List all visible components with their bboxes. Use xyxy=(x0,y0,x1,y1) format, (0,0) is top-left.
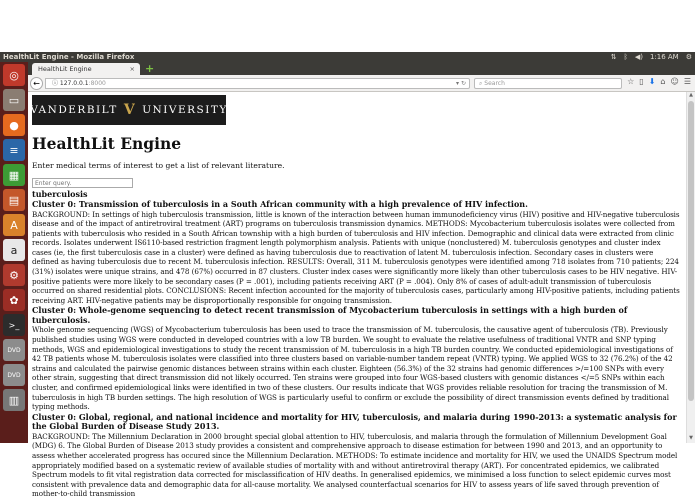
clock[interactable]: 1:16 AM xyxy=(649,53,679,61)
tab-label: HealthLit Engine xyxy=(38,65,92,73)
indicators xyxy=(611,52,692,62)
reload-icon[interactable]: ▾ ↻ xyxy=(456,80,466,87)
search-input[interactable] xyxy=(474,78,622,89)
impress-icon[interactable]: ▤ xyxy=(3,189,25,211)
desktop xyxy=(0,52,695,499)
amazon-icon[interactable]: a xyxy=(3,239,25,261)
settings-icon[interactable]: ⚙ xyxy=(3,264,25,286)
menu-icon[interactable]: ☰ xyxy=(683,77,691,86)
vanderbilt-logo xyxy=(32,95,226,125)
files-icon[interactable]: ▭ xyxy=(3,89,25,111)
tab-bar xyxy=(28,62,695,75)
result-title[interactable]: Cluster 0: Whole-genome sequencing to detect recent transmission of Mycobacterium tuberculosis in settings with a high burden of tuberculosis. xyxy=(32,305,628,325)
download-icon[interactable]: ⬇ xyxy=(648,77,656,86)
url-port: :8000 xyxy=(88,80,106,87)
new-tab-button[interactable]: + xyxy=(145,62,155,75)
result-abstract: BACKGROUND: The Millennium Declaration in 2000 brought special global attention to HIV, tuberculosis, and malaria through the formulation of Millennium Development Goal (MDG) 6. The Global Burden of Disease 2013 study provides a consistent and comprehensive approach to disease estimation for between 1990 and 2013, and an opportunity to assess whether accelerated progress has occured since the Millennium Declaration. METHODS: To estimate incidence and mortality for HIV, we used the UNAIDS Spectrum model appropriately modified based on a systematic review of available studies of mortality with and without antiretroviral therapy (ART). For concentrated epidemics, we calibrated Spectrum models to fit vital registration data corrected for misclassification of HIV deaths. In generalised epidemics, we minimised a loss function to select epidemic curves most consistent with prevalence data and demographic data for all-cause mortality. We analysed counterfactual scenarios for HIV to assess years of life saved through prevention of mother-to-child transmission xyxy=(32,431,678,499)
result-item xyxy=(32,306,686,411)
result-abstract: Whole genome sequencing (WGS) of Mycobacterium tuberculosis has been used to trace the transmission of M. tuberculosis, the causative agent of tuberculosis (TB). Previously published studies using WGS were conducted in developed countries with a low TB burden. We sought to evaluate the relative usefulness of traditional VNTR and SNP typing methods, WGS and epidemiological investigations to study the recent transmission of M. tuberculosis in a high TB burden country. We conducted epidemiological investigations of 42 TB patients whose M. tuberculosis isolates were classified into three clusters based on variable-number tandem repeat (VNTR) typing. We applied WGS to 32 (76.2%) of the 42 strains and calculated the pairwise genomic distances between strains within each cluster. Eighteen (56.3%) of the 32 strains had genomic differences >/=100 SNPs with every other strain, suggesting that direct transmission did not likely occurred. Ten strains were grouped into four WGS-based clusters with genomic distances </=5 SNPs within each cluster, and confirmed epidemiological links were identified in two of these clusters. Our results indicate that WGS provides reliable resolution for tracing the transmission of M. tuberculosis in high TB burden settings. The high resolution of WGS is particularly useful to confirm or exclude the possibility of direct transmission events defined by traditional typing methods. xyxy=(32,325,673,412)
search-term: tuberculosis xyxy=(32,189,88,199)
tab-healthlit[interactable] xyxy=(32,63,140,75)
writer-icon[interactable]: ≡ xyxy=(3,139,25,161)
tweak-icon[interactable]: ✿ xyxy=(3,289,25,311)
dvd-icon[interactable]: DVD xyxy=(3,339,25,361)
url-bar[interactable] xyxy=(45,78,470,89)
clipboard-icon[interactable]: ▯ xyxy=(639,77,644,86)
close-tab-icon[interactable]: × xyxy=(129,65,135,73)
oak-leaf-v-icon: V xyxy=(123,102,137,118)
url-host: 127.0.0.1 xyxy=(59,80,89,87)
firefox-icon[interactable]: ● xyxy=(3,114,25,136)
result-title[interactable]: Cluster 0: Global, regional, and national incidence and mortality for HIV, tuberculosis, and malaria during 1990-2013: a systematic analysis for the Global Burden of Disease Study 2013. xyxy=(32,411,677,432)
back-button[interactable]: ← xyxy=(30,77,43,90)
software-center-icon[interactable]: A xyxy=(3,214,25,236)
launcher xyxy=(0,62,28,443)
logo-left-text: VANDERBILT xyxy=(30,104,118,116)
search-icon: ⌕ xyxy=(479,80,483,87)
gear-icon[interactable]: ⚙ xyxy=(685,53,692,61)
search-placeholder: Search xyxy=(484,80,505,87)
trash-icon[interactable]: ▥ xyxy=(3,389,25,411)
network-icon[interactable]: ⇅ xyxy=(610,53,617,61)
top-panel xyxy=(0,52,695,62)
bookmark-star-icon[interactable]: ☆ xyxy=(627,77,635,86)
dvd-icon[interactable]: DVD xyxy=(3,364,25,386)
result-abstract: BACKGROUND: In settings of high tuberculosis transmission, little is known of the interaction between human immunodeficiency virus (HIV) positive and HIV-negative tuberculosis disease and of the impact of antiretroviral treatment (ART) programs on tuberculosis transmission dynamics. METHODS: Mycobacterium tuberculosis isolates were collected from patients with tuberculosis who resided in a South African township with a high burden of tuberculosis and HIV infection. Demographic and clinical data were extracted from clinic records. Isolates underwent IS6110-based restriction fragment length polymorphism analysis. Patients with unique (nonclustered) M. tuberculosis genotypes and cluster index cases (ie, the first tuberculosis case in a cluster) were defined as having tuberculosis due to reactivation of latent M. tuberculosis infection. Secondary cases in clusters were defined as having tuberculosis due to recent M. tuberculosis infection. RESULTS: Overall, 311 M. tuberculosis genotypes were identified among 718 isolates from 710 patients; 224 (31%) isolates were unique strains, and 478 (67%) occurred in 87 clusters. Cluster index cases were significantly more likely than other tuberculosis cases to be HIV negative. HIV-positive patients were more likely to be secondary cases (P = .001), including patients receiving ART (P = .004). Only 8% of cases of adult-adult transmission of tuberculosis occurred on shared residential plots. CONCLUSIONS: Recent infection accounted for the majority of tuberculosis cases, particularly among HIV-positive patients, including patients receiving ART. HIV-negative patients may be disproportionally responsible for ongoing transmission. xyxy=(32,209,680,305)
scrollbar-thumb[interactable] xyxy=(688,101,694,401)
logo-right-text: UNIVERSITY xyxy=(142,104,228,116)
home-icon[interactable]: ⌂ xyxy=(660,77,666,86)
result-title[interactable]: Cluster 0: Transmission of tuberculosis in a South African community with a high prevalence of HIV infection. xyxy=(32,199,528,209)
ubuntu-dash-icon[interactable]: ◎ xyxy=(3,64,25,86)
info-icon[interactable]: ⓘ xyxy=(52,80,60,87)
bluetooth-icon[interactable]: ᛒ xyxy=(623,53,628,61)
terminal-icon[interactable]: >_ xyxy=(3,314,25,336)
page-content xyxy=(28,92,686,499)
intro-text: Enter medical terms of interest to get a list of relevant literature. xyxy=(32,161,285,170)
scrollbar[interactable] xyxy=(686,92,695,443)
result-item xyxy=(32,413,686,499)
page-title: HealthLit Engine xyxy=(32,134,182,153)
calc-icon[interactable]: ▦ xyxy=(3,164,25,186)
chat-icon[interactable]: ☺ xyxy=(670,77,679,86)
volume-icon[interactable]: ◀) xyxy=(634,53,643,61)
query-input[interactable] xyxy=(32,178,133,188)
nav-bar xyxy=(28,75,695,92)
result-item xyxy=(32,200,686,305)
scroll-down-arrow-icon[interactable]: ▼ xyxy=(689,435,693,441)
scroll-up-arrow-icon[interactable]: ▲ xyxy=(689,92,693,98)
window-title: HealthLit Engine - Mozilla Firefox xyxy=(3,53,135,61)
